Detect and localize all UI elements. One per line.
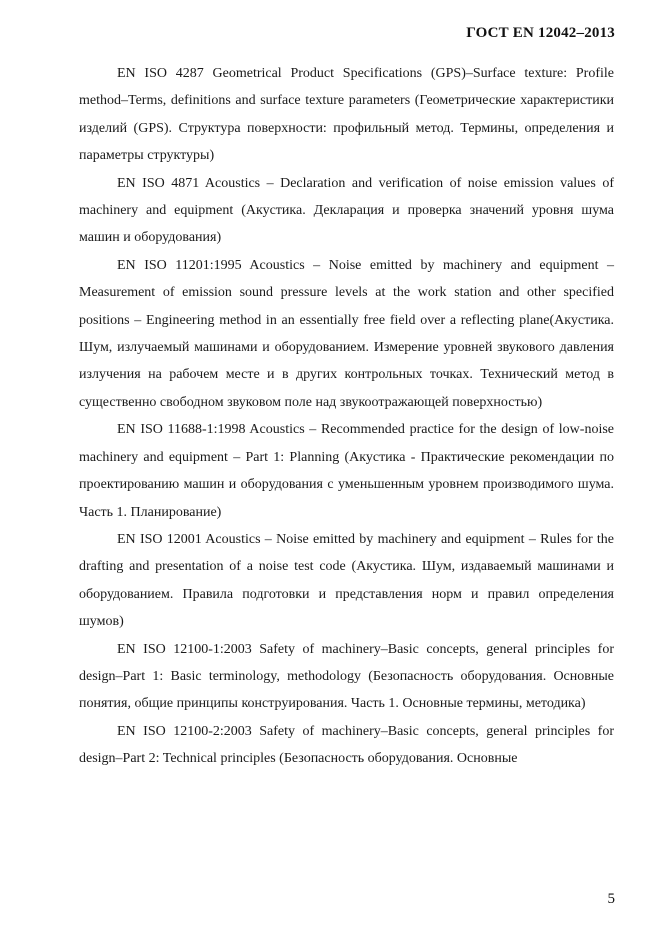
document-header-title: ГОСТ EN 12042–2013 — [466, 25, 615, 41]
reference-paragraph: EN ISO 11688-1:1998 Acoustics – Recommended practice for the design of low-noise machinery and equipment – Part 1: Planning (Акустика - Практические рекомендации по проектированию машин и оборудования с уменьшенным уровнем производимого шума. Часть 1. Планирование) — [79, 422, 614, 520]
reference-paragraph: EN ISO 12100-2:2003 Safety of machinery–Basic concepts, general principles for design–Part 2: Technical principles (Безопасность оборудования. Основные — [79, 723, 614, 767]
reference-paragraph: EN ISO 4871 Acoustics – Declaration and verification of noise emission values of machinery and equipment (Акустика. Декларация и проверка значений уровня шума машин и оборудования) — [79, 175, 614, 246]
reference-paragraph: EN ISO 12100-1:2003 Safety of machinery–Basic concepts, general principles for design–Part 1: Basic terminology, methodology (Безопасность оборудования. Основные понятия, общие принципы конструирования. Часть 1. Основные термины, методика) — [79, 641, 614, 712]
reference-paragraph: EN ISO 11201:1995 Acoustics – Noise emitted by machinery and equipment – Measurement of emission sound pressure levels at the work station and other specified positions – Engineering method in an essentially free field over a reflecting plane(Акустика. Шум, излучаемый машинами и оборудованием. Измерение уровней звукового давления излучения на рабочем месте и в других контрольных точках. Технический метод в существенно свободном звуковом поле над звукоотражающей поверхностью) — [79, 257, 614, 410]
references-list — [79, 60, 614, 773]
reference-paragraph: EN ISO 12001 Acoustics – Noise emitted by machinery and equipment – Rules for the drafting and presentation of a noise test code (Акустика. Шум, издаваемый машинами и оборудованием. Правила подготовки и представления норм и правил определения шумов) — [79, 531, 614, 630]
reference-paragraph: EN ISO 4287 Geometrical Product Specifications (GPS)–Surface texture: Profile method–Terms, definitions and surface texture parameters (Геометрические характеристики изделий (GPS). Структура поверхности: профильный метод. Термины, определения и параметры структуры) — [79, 66, 614, 164]
page-number: 5 — [607, 891, 615, 907]
